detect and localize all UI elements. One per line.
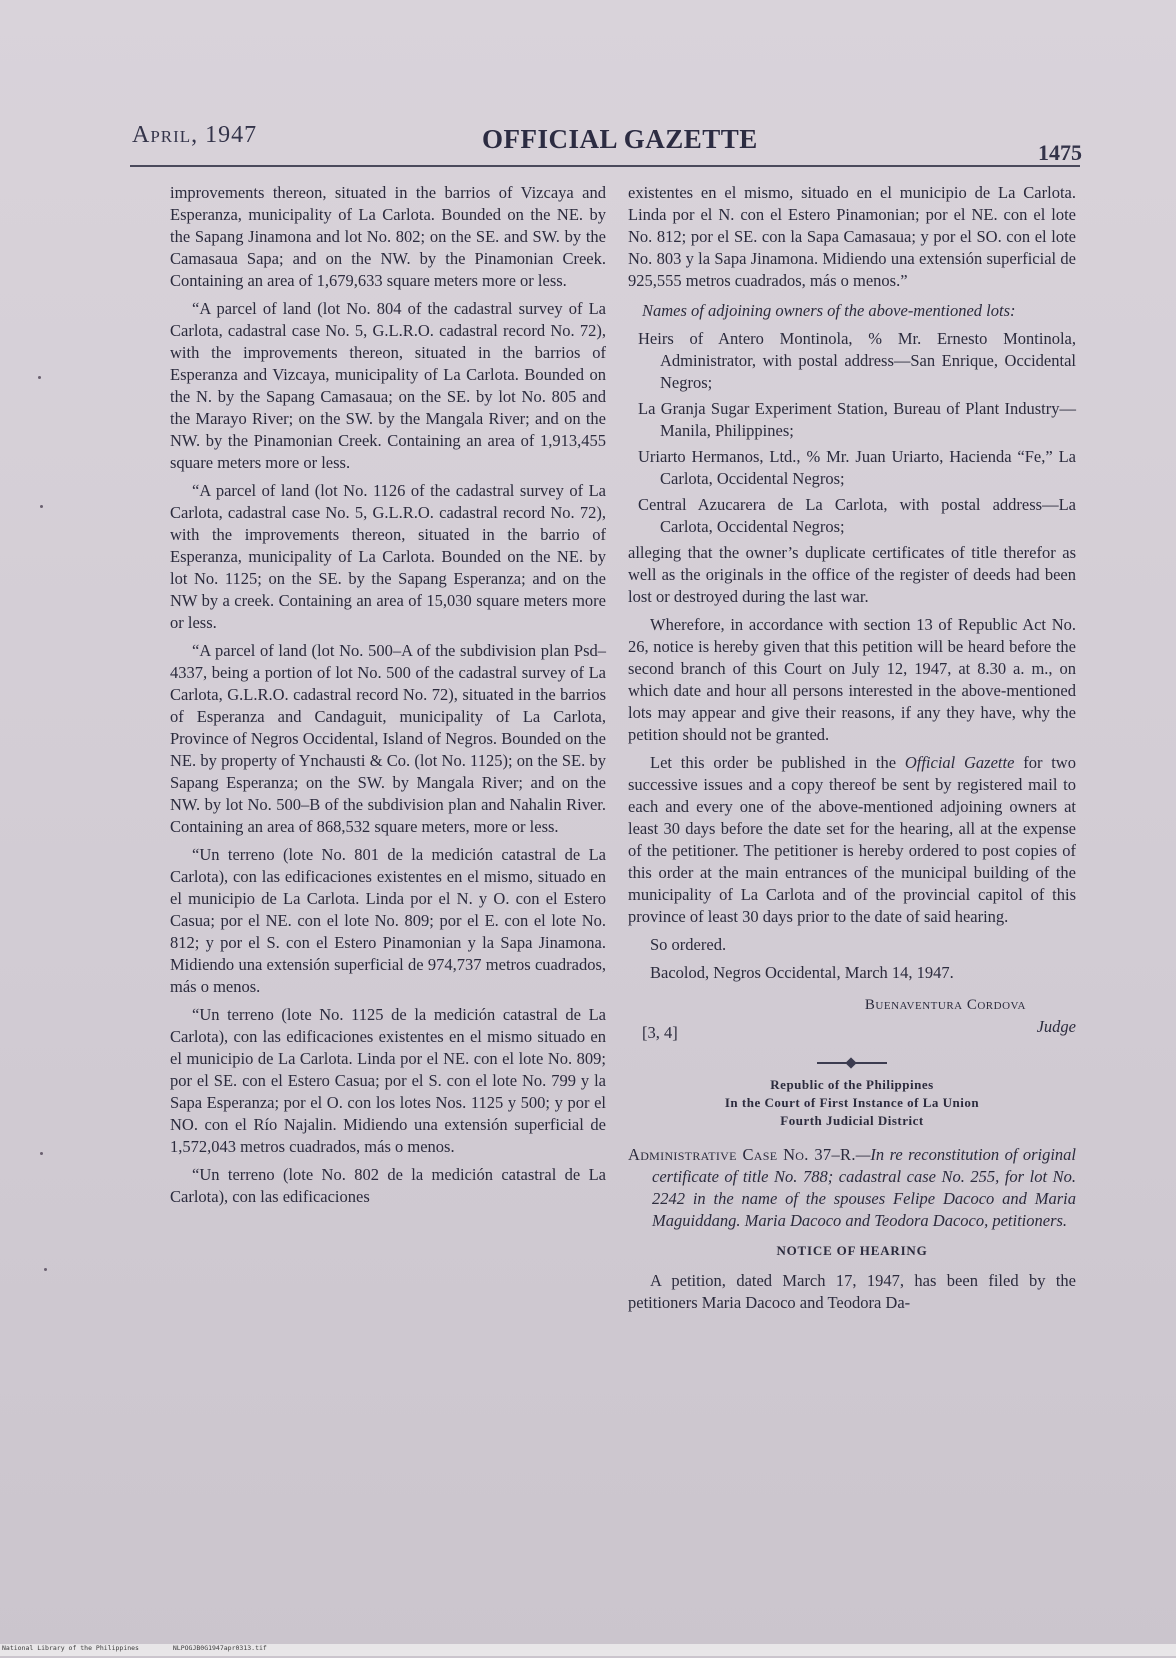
court-line: Republic of the Philippines [770, 1077, 934, 1092]
paragraph: Wherefore, in accordance with section 13 of Republic Act No. 26, notice is hereby given that this petition will be heard before the second branch of this Court on July 12, 1947, at 8.30 a. m., on which date and hour all persons interested in the above-mentioned lots may appear and give their reasons, if any they have, why the petition should not be granted. [628, 615, 1076, 744]
library-name: National Library of the Philippines [2, 1644, 139, 1652]
case-heading [628, 1144, 1076, 1232]
paragraph: So ordered. [650, 935, 727, 954]
text-span: Let this order be published in the [650, 753, 905, 772]
page-number: 1475 [1038, 140, 1082, 165]
issue-date: April, 1947 [132, 122, 258, 148]
owner-entry: Central Azucarera de La Carlota, with postal address—La Carlota, Occidental Negros; [638, 495, 1076, 536]
file-name: NLPOGJB0G1947apr0313.tif [172, 1644, 267, 1652]
signature-row [628, 1016, 1076, 1046]
text-span: for two successive issues and a copy thereof be sent by registered mail to each and every one of the above-mentioned adjoining owners at least 30 days before the date set for the hearing, all at the expense of the petitioner. The petitioner is hereby ordered to post copies of this order at the main entrances of the municipal building of the municipality of La Carlota and of the provincial capitol of this province of least 30 days prior to the date of said hearing. [628, 753, 1076, 926]
paragraph: “Un terreno (lote No. 802 de la medición catastral de La Carlota), con las edificaciones [170, 1165, 606, 1206]
gazette-name-italic: Official Gazette [904, 753, 1015, 772]
owner-entry: Uriarto Hermanos, Ltd., % Mr. Juan Uriarto, Hacienda “Fe,” La Carlota, Occidental Negros; [638, 447, 1076, 488]
court-line: Fourth Judicial District [780, 1113, 924, 1128]
paragraph: existentes en el mismo, situado en el municipio de La Carlota. Linda por el N. con el Estero Pinamonian; por el NE. con el lote No. 812; por el SE. con la Sapa Camasaua; y por el SO. con el lote No. 803 y la Sapa Jinamona. Midiendo una extensión superficial de 925,555 metros cuadrados, más o menos.” [628, 183, 1076, 290]
case-description: —In re reconstitution of original certificate of title No. 788; cadastral case No. 255, for lot No. 2242 in the name of the spouses Felipe Dacoco and Maria Maguiddang. Maria Dacoco and Teodora Dacoco, petitioners. [652, 1145, 1076, 1230]
case-label: Administrative Case No. 37–R. [628, 1145, 856, 1164]
scan-speck [38, 376, 41, 379]
paragraph: “Un terreno (lote No. 801 de la medición catastral de La Carlota), con las edificaciones existentes en el mismo, situado en el municipio de La Carlota. Linda por el N. y O. con el Estero Casua; por el NE. con el lote No. 809; por el E. con el lote No. 812; y por el S. con el Estero Pinamonian y la Sapa Jinamona. Midiendo una extensión superficial de 974,737 metros cuadrados, más o menos. [170, 845, 606, 996]
paragraph: Bacolod, Negros Occidental, March 14, 1947. [650, 963, 954, 982]
section-divider [817, 1062, 887, 1064]
paragraph [628, 752, 1076, 928]
notice-title: NOTICE OF HEARING [776, 1243, 928, 1258]
paragraph: “A parcel of land (lot No. 500–A of the subdivision plan Psd–4337, being a portion of lot No. 500 of the cadastral survey of La Carlota, G.L.R.O. cadastral record No. 72), situated in the barrios of Esperanza and Candaguit, municipality of La Carlota, Province of Negros Occidental, Island of Negros. Bounded on the NE. by property of Ynchausti & Co. (lot No. 1125); on the SE. by Sapang Esperanza; on the SW. by Mangala River; and on the NW. by lot No. 500–B of the subdivision plan and Nahalin River. Containing an area of 868,532 square meters, more or less. [170, 641, 606, 836]
publication-title: OFFICIAL GAZETTE [482, 124, 758, 154]
scan-speck [40, 505, 43, 508]
judge-signature: Buenaventura Cordova [864, 997, 1026, 1013]
page-header [132, 118, 1082, 168]
court-line: In the Court of First Instance of La Union [724, 1095, 980, 1110]
issue-reference: [3, 4] [642, 1023, 678, 1042]
scan-speck [40, 1152, 43, 1155]
owner-entry: Heirs of Antero Montinola, % Mr. Ernesto Montinola, Administrator, with postal address—San Enrique, Occidental Negros; [638, 329, 1076, 392]
court-heading [628, 1076, 1076, 1130]
paragraph: alleging that the owner’s duplicate certificates of title therefor as well as the originals in the office of the register of deeds had been lost or destroyed during the last war. [628, 543, 1076, 606]
scan-speck [44, 1268, 47, 1271]
paragraph: “A parcel of land (lot No. 804 of the cadastral survey of La Carlota, cadastral case No. 5, G.L.R.O. cadastral record No. 72), with the improvements thereon, situated in the barrios of Esperanza and Vizcaya, municipality of La Carlota. Bounded on the N. by the Sapang Camasaua; on the SE. by lot No. 805 and the Marayo River; on the SW. by the Mangala River; and on the NW. by the Pinamonian Creek. Containing an area of 1,913,455 square meters more or less. [170, 299, 606, 472]
header-rule [130, 165, 1080, 167]
paragraph: “A parcel of land (lot No. 1126 of the cadastral survey of La Carlota, cadastral case No. 5, G.L.R.O. cadastral record No. 72), with the improvements thereon, situated in the barrio of Esperanza, municipality of La Carlota. Bounded on the NE. by lot No. 1125; on the SE. by the Sapang Esperanza; and on the NW by a creek. Containing an area of 15,030 square meters more or less. [170, 481, 606, 632]
scan-footer [0, 1644, 1176, 1656]
left-column [170, 182, 606, 1214]
paragraph: “Un terreno (lote No. 1125 de la medición catastral de La Carlota), con las edificaciones existentes en el mismo situado en el municipio de La Carlota. Linda por el NE. con el lote No. 809; por el SE. con el Estero Casua; por el S. con el lote No. 799 y la Sapa Esperanza; por el O. con los lotes Nos. 1125 y 500; y por el NO. con el Río Najalin. Midiendo una extensión superficial de 1,572,043 metros cuadrados, más o menos. [170, 1005, 606, 1156]
judge-title: Judge [1036, 1017, 1076, 1036]
paragraph: improvements thereon, situated in the barrios of Vizcaya and Esperanza, municipality of La Carlota. Bounded on the NE. by the Sapang Jinamona and lot No. 802; on the SE. and SW. by the Camasaua Sapa; and on the NW. by the Pinamonian Creek. Containing an area of 1,679,633 square meters more or less. [170, 183, 606, 290]
right-column [628, 182, 1076, 1320]
adjoining-owners-title: Names of adjoining owners of the above-mentioned lots: [642, 301, 1016, 320]
paragraph: A petition, dated March 17, 1947, has been filed by the petitioners Maria Dacoco and Teodora Da- [628, 1271, 1076, 1312]
owner-entry: La Granja Sugar Experiment Station, Bureau of Plant Industry—Manila, Philippines; [638, 399, 1076, 440]
